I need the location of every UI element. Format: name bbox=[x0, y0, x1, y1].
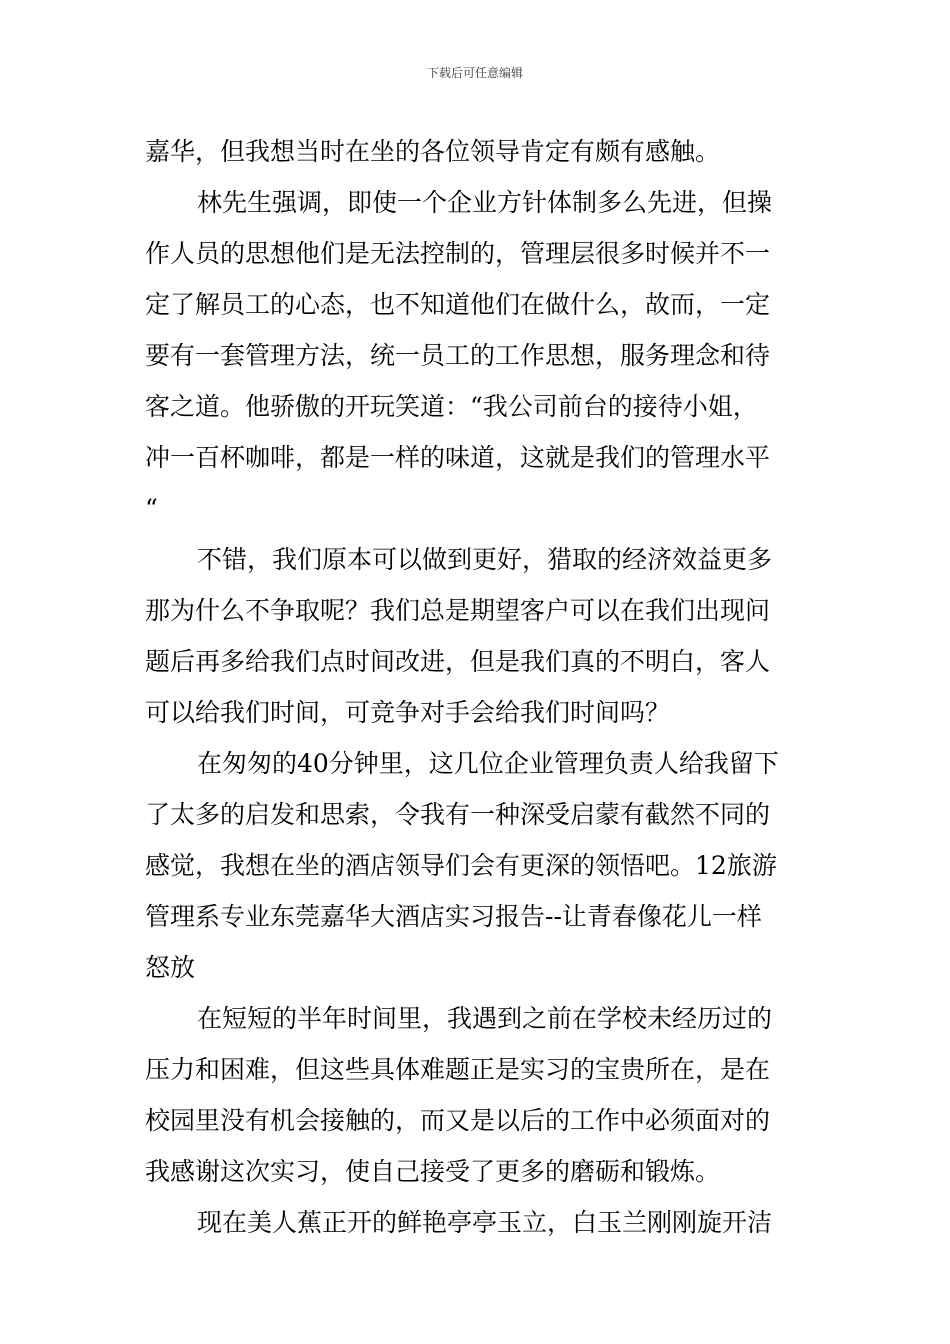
text-line: 压力和困难，但这些具体难题正是实习的宝贵所在，是在 bbox=[145, 1055, 771, 1084]
text-line: 了太多的启发和思索，令我有一种深受启蒙有截然不同的 bbox=[145, 800, 771, 829]
body-text bbox=[145, 126, 807, 1248]
text-line: 那为什么不争取呢？我们总是期望客户可以在我们出现问 bbox=[145, 596, 771, 625]
text-line: 客之道。他骄傲的开玩笑道：“我公司前台的接待小姐， bbox=[145, 392, 758, 421]
text-line: 嘉华，但我想当时在坐的各位领导肯定有颇有感触。 bbox=[145, 137, 721, 166]
text-line: 我感谢这次实习，使自己接受了更多的磨砺和锻炼。 bbox=[145, 1157, 721, 1186]
page-header: 下载后可任意编辑 bbox=[426, 66, 523, 80]
text-line: 要有一套管理方法，统一员工的工作思想，服务理念和待 bbox=[145, 341, 771, 370]
text-line: 林先生强调，即使一个企业方针体制多么先进，但操 bbox=[197, 188, 773, 217]
text-line: 冲一百杯咖啡，都是一样的味道，这就是我们的管理水平 bbox=[145, 443, 771, 472]
text-line: 可以给我们时间，可竞争对手会给我们时间吗？ bbox=[145, 698, 671, 727]
text-line: 在短短的半年时间里，我遇到之前在学校未经历过的 bbox=[197, 1004, 773, 1033]
text-line: 感觉，我想在坐的酒店领导们会有更深的领悟吧。12旅游 bbox=[145, 851, 777, 880]
text-line: 在匆匆的40分钟里，这几位企业管理负责人给我留下 bbox=[197, 749, 779, 778]
text-line: 现在美人蕉正开的鲜艳亭亭玉立，白玉兰刚刚旋开洁 bbox=[197, 1208, 773, 1237]
text-line: 不错，我们原本可以做到更好，猎取的经济效益更多 bbox=[197, 545, 773, 574]
text-line: 作人员的思想他们是无法控制的，管理层很多时候并不一 bbox=[145, 239, 771, 268]
text-line: 题后再多给我们点时间改进，但是我们真的不明白，客人 bbox=[145, 647, 771, 676]
text-line: “ bbox=[145, 494, 158, 523]
text-line: 管理系专业东莞嘉华大酒店实习报告--让青春像花儿一样 bbox=[145, 902, 762, 931]
text-line: 定了解员工的心态，也不知道他们在做什么，故而，一定 bbox=[145, 290, 771, 319]
text-line: 校园里没有机会接触的，而又是以后的工作中必须面对的 bbox=[145, 1106, 771, 1135]
text-line: 怒放 bbox=[145, 953, 196, 982]
